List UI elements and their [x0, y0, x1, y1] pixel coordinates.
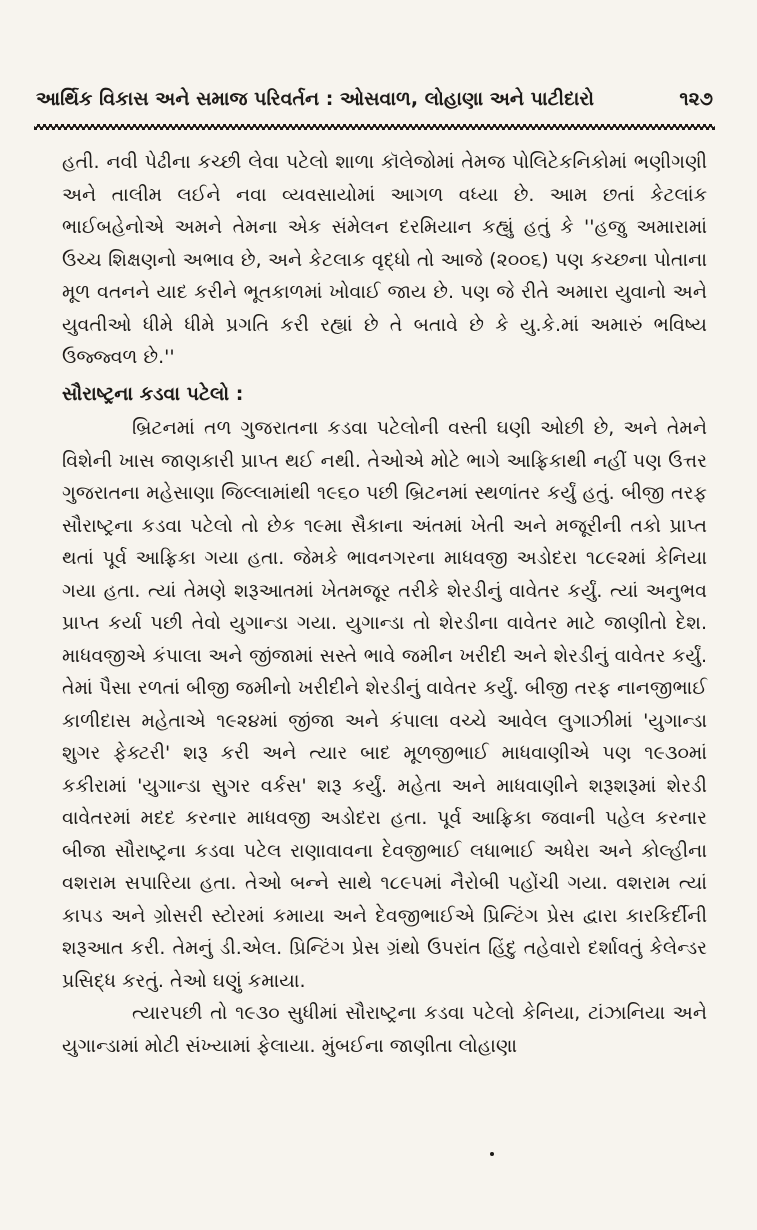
- header-wavy-rule: [34, 124, 715, 130]
- running-header-title: આર્થિક વિકાસ અને સમાજ પરિવર્તન : ઓસવાળ, લોહાણા અને પાટીદારો: [36, 88, 594, 110]
- paragraph-continuation: હતી. નવી પેઢીના કચ્છી લેવા પટેલો શાળા કૉલેજોમાં તેમજ પોલિટેકનિકોમાં ભણીગણી અને તાલીમ લઈને નવા વ્યવસાયોમાં આગળ વધ્યા છે. આમ છતાં કેટલાંક ભાઈબહેનોએ અમને તેમના એક સંમેલન દરમિયાન કહ્યું હતું કે ''હજુ અમારામાં ઉચ્ચ શિક્ષણનો અભાવ છે, અને કેટલાક વૃદ્ધો તો આજે (૨૦૦૬) પણ કચ્છના પોતાના મૂળ વતનને યાદ કરીને ભૂતકાળમાં ખોવાઈ જાય છે. પણ જે રીતે અમારા યુવાનો અને યુવતીઓ ધીમે ધીમે પ્રગતિ કરી રહ્યાં છે તે બતાવે છે કે યુ.કે.માં અમારું ભવિષ્ય ઉજ્જ્વળ છે.'': [62, 151, 707, 368]
- footer-dot: [490, 1152, 494, 1156]
- running-header: [36, 88, 713, 110]
- paragraph-spread: ત્યારપછી તો ૧૯૩૦ સુધીમાં સૌરાષ્ટ્રના કડવા પટેલો કેનિયા, ટાંઝાનિયા અને યુગાન્ડામાં મોટી સંખ્યામાં ફેલાયા. મુંબઈના જાણીતા લોહાણા: [62, 1002, 707, 1057]
- section-heading: સૌરાષ્ટ્રના કડવા પટેલો :: [62, 382, 244, 405]
- page-number: ૧૨૭: [679, 88, 713, 110]
- body-text: [62, 146, 707, 1062]
- paragraph-kadva-patels: બ્રિટનમાં તળ ગુજરાતના કડવા પટેલોની વસ્તી ઘણી ઓછી છે, અને તેમને વિશેની ખાસ જાણકારી પ્રાપ્ત થઈ નથી. તેઓએ મોટે ભાગે આફ્રિકાથી નહીં પણ ઉત્તર ગુજરાતના મહેસાણા જિલ્લામાંથી ૧૯૬૦ પછી બ્રિટનમાં સ્થળાંતર કર્યું હતું. બીજી તરફ સૌરાષ્ટ્રના કડવા પટેલો તો છેક ૧૯મા સૈકાના અંતમાં ખેતી અને મજૂરીની તકો પ્રાપ્ત થતાં પૂર્વ આફ્રિકા ગયા હતા. જેમકે ભાવનગરના માધવજી અડોદરા ૧૮૯૨માં કેનિયા ગયા હતા. ત્યાં તેમણે શરૂઆતમાં ખેતમજૂર તરીકે શેરડીનું વાવેતર કર્યું. ત્યાં અનુભવ પ્રાપ્ત કર્યા પછી તેવો યુગાન્ડા ગયા. યુગાન્ડા તો શેરડીના વાવેતર માટે જાણીતો દેશ. માધવજીએ કંપાલા અને જીંજામાં સસ્તે ભાવે જમીન ખરીદી અને શેરડીનું વાવેતર કર્યું. તેમાં પૈસા રળતાં બીજી જમીનો ખરીદીને શેરડીનું વાવેતર કર્યું. બીજી તરફ નાનજીભાઈ કાળીદાસ મહેતાએ ૧૯૨૪માં જીંજા અને કંપાલા વચ્ચે આવેલ લુગાઝીમાં 'યુગાન્ડા શુગર ફેક્ટરી' શરૂ કરી અને ત્યાર બાદ મૂળજીભાઈ માધવાણીએ પણ ૧૯૩૦માં કકીરામાં 'યુગાન્ડા સુગર વર્કસ' શરૂ કર્યું. મહેતા અને માધવાણીને શરૂશરૂમાં શેરડી વાવેતરમાં મદદ કરનાર માધવજી અડોદરા હતા. પૂર્વ આફ્રિકા જવાની પહેલ કરનાર બીજા સૌરાષ્ટ્રના કડવા પટેલ રાણાવાવના દેવજીભાઈ લધાભાઈ અધેરા અને કોલ્હીના વશરામ સપારિયા હતા. તેઓ બન્ને સાથે ૧૮૯૫માં નૈરોબી પહોંચી ગયા. વશરામ ત્યાં કાપડ અને ગ્રોસરી સ્ટોરમાં કમાયા અને દેવજીભાઈએ પ્રિન્ટિંગ પ્રેસ દ્વારા કારકિર્દીની શરૂઆત કરી. તેમનું ડી.એલ. પ્રિન્ટિંગ પ્રેસ ગ્રંથો ઉપરાંત હિંદુ તહેવારો દર્શાવતું કેલેન્ડર પ્રસિદ્ધ કરતું. તેઓ ઘણું કમાયા.: [62, 417, 707, 992]
